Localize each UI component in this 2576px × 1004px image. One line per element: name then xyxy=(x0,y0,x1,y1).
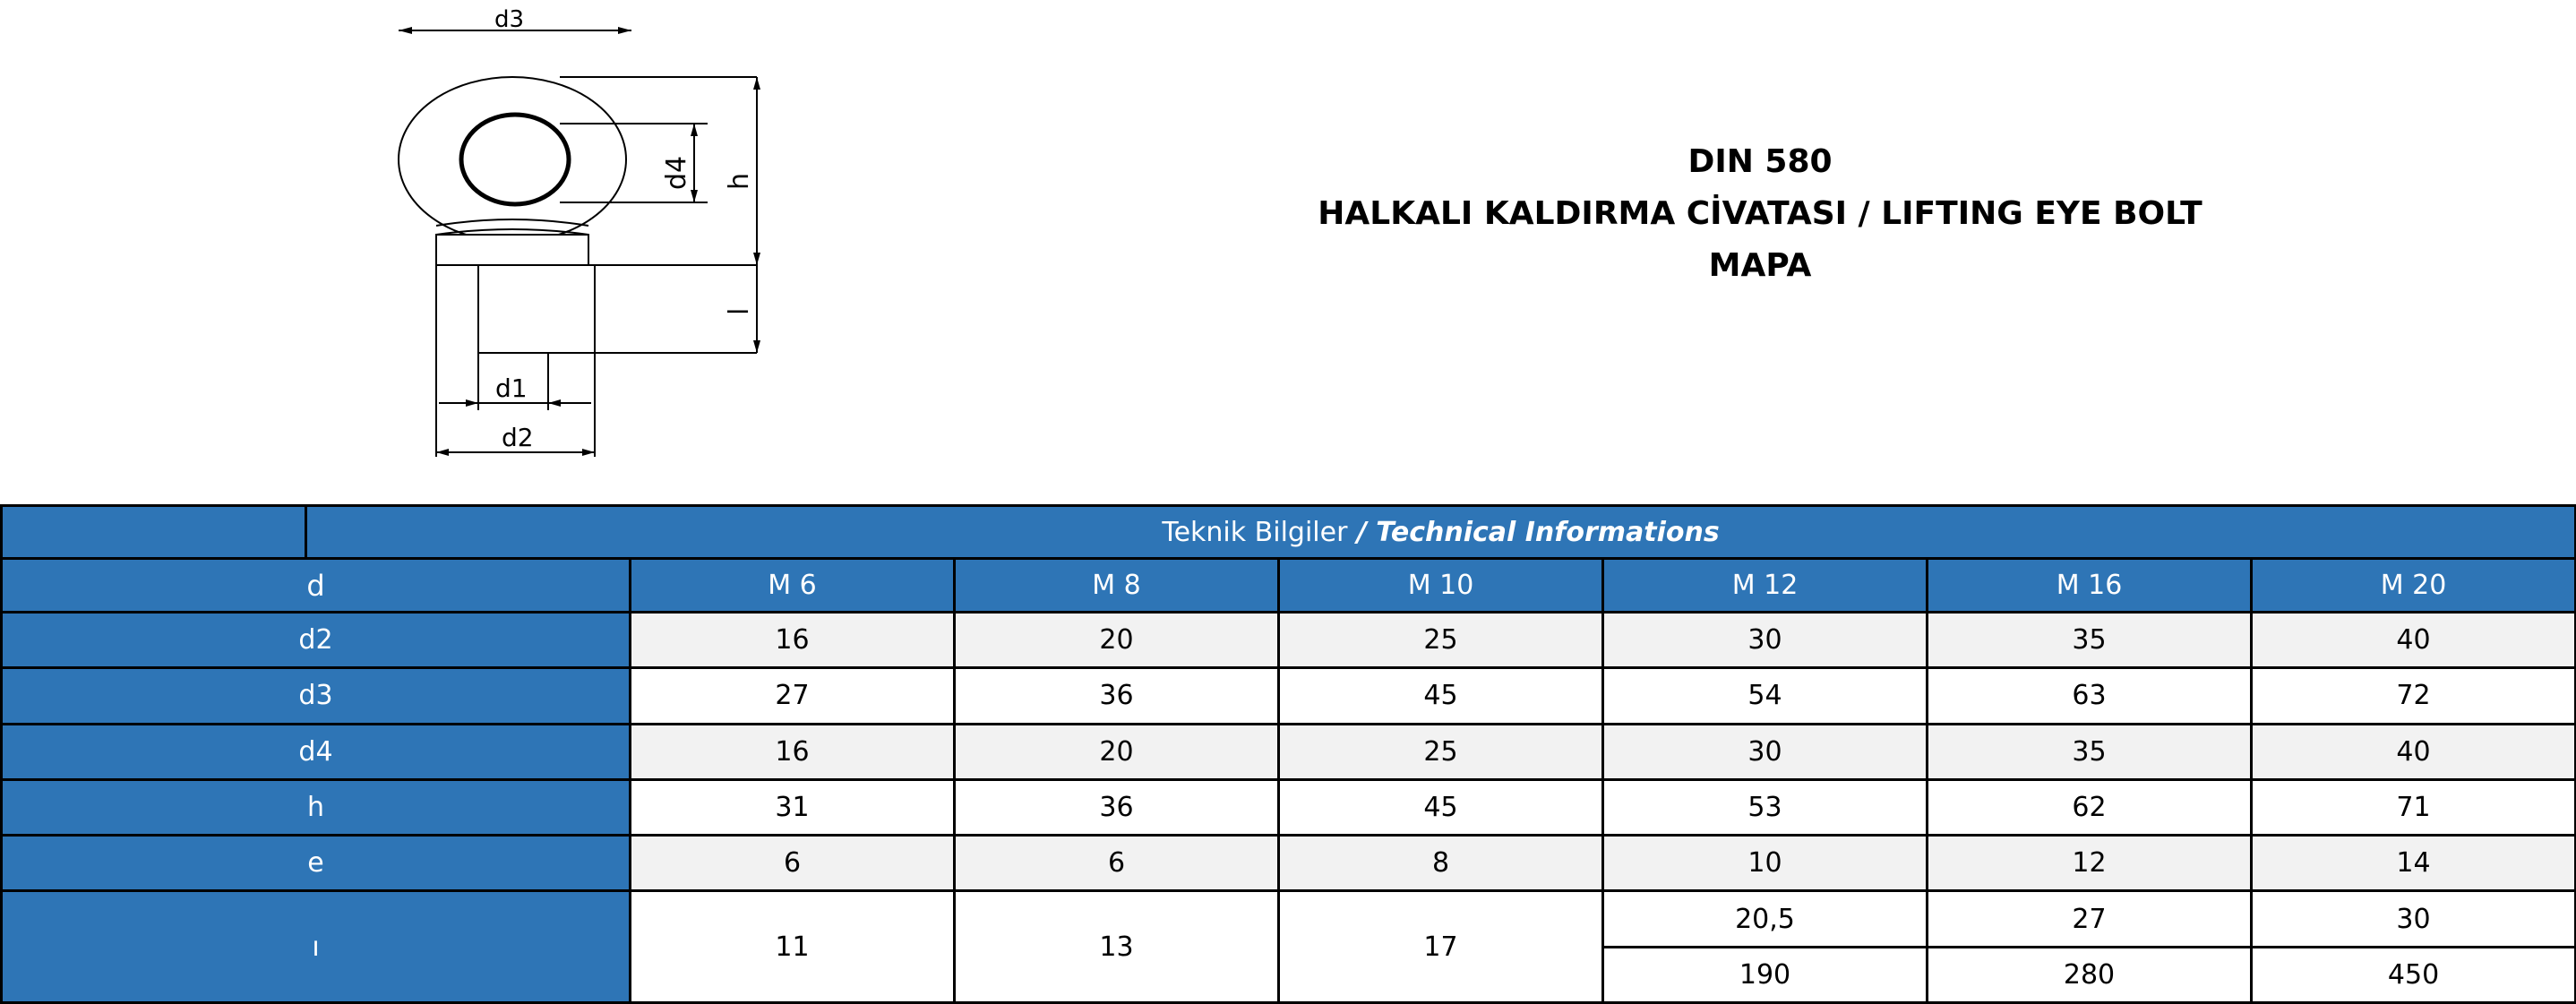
table-cell: 30 xyxy=(1603,613,1928,668)
table-cell: 27 xyxy=(631,668,955,724)
table-cell: 35 xyxy=(1928,724,2252,779)
size-header: M 10 xyxy=(1279,559,1603,613)
table-cell: 16 xyxy=(631,613,955,668)
standard-title: DIN 580 xyxy=(1687,143,1833,180)
size-header: M 16 xyxy=(1928,559,2252,613)
row-label: ı xyxy=(2,891,631,1003)
size-header: M 20 xyxy=(2252,559,2576,613)
table-row xyxy=(2,668,2576,724)
table-cell: 54 xyxy=(1603,668,1928,724)
table-cell: 45 xyxy=(1279,668,1603,724)
table-cell: 25 xyxy=(1279,724,1603,779)
table-cell: 45 xyxy=(1279,779,1603,835)
table-cell: 40 xyxy=(2252,724,2576,779)
table-cell: 450 xyxy=(2252,947,2576,1002)
row-label: d4 xyxy=(2,724,631,779)
size-header: M 12 xyxy=(1603,559,1928,613)
table-cell: 190 xyxy=(1603,947,1928,1002)
d3-label: d3 xyxy=(494,6,525,33)
header-d: d xyxy=(2,559,631,613)
table-cell: 20,5 xyxy=(1603,891,1928,947)
table-cell: 12 xyxy=(1928,836,2252,891)
h-label: h xyxy=(724,172,755,190)
table-cell: 16 xyxy=(631,724,955,779)
table-cell: 62 xyxy=(1928,779,2252,835)
row-label: d3 xyxy=(2,668,631,724)
table-cell: 31 xyxy=(631,779,955,835)
d4-label: d4 xyxy=(661,155,692,190)
table-caption: Teknik Bilgiler / Technical Informations xyxy=(306,506,2576,559)
table-cell: 13 xyxy=(955,891,1279,1003)
d1-label: d1 xyxy=(495,373,528,403)
table-cell: 20 xyxy=(955,724,1279,779)
table-cell: 6 xyxy=(955,836,1279,891)
row-label: h xyxy=(2,779,631,835)
row-label: d2 xyxy=(2,613,631,668)
row-label: e xyxy=(2,836,631,891)
eye-bolt-drawing xyxy=(376,0,788,470)
d2-label: d2 xyxy=(502,423,534,452)
table-row xyxy=(2,891,2576,947)
table-cell: 10 xyxy=(1603,836,1928,891)
table-row xyxy=(2,779,2576,835)
eye-outer-ring xyxy=(399,77,626,242)
table-cell: 25 xyxy=(1279,613,1603,668)
collar xyxy=(436,235,588,265)
table-row xyxy=(2,613,2576,668)
table-row xyxy=(2,724,2576,779)
table-cell: 11 xyxy=(631,891,955,1003)
table-cell: 6 xyxy=(631,836,955,891)
table-row xyxy=(2,836,2576,891)
table-cell: 8 xyxy=(1279,836,1603,891)
l-label: l xyxy=(724,307,755,315)
collar-curve xyxy=(436,219,588,226)
table-cell: 36 xyxy=(955,668,1279,724)
product-subtitle: MAPA xyxy=(1708,247,1812,284)
table-cell: 36 xyxy=(955,779,1279,835)
title-block xyxy=(1308,136,2212,292)
table-cell: 20 xyxy=(955,613,1279,668)
table-cell: 72 xyxy=(2252,668,2576,724)
table-cell: 63 xyxy=(1928,668,2252,724)
technical-specs-table xyxy=(0,504,2576,1004)
shank xyxy=(478,265,595,353)
table-cell: 280 xyxy=(1928,947,2252,1002)
table-cell: 53 xyxy=(1603,779,1928,835)
product-title: HALKALI KALDIRMA CİVATASI / LIFTING EYE BOLT xyxy=(1318,195,2202,232)
table-cell: 27 xyxy=(1928,891,2252,947)
table-cell: 14 xyxy=(2252,836,2576,891)
corner-cell xyxy=(2,506,306,559)
table-cell: 35 xyxy=(1928,613,2252,668)
table-cell: 30 xyxy=(2252,891,2576,947)
table-cell: 30 xyxy=(1603,724,1928,779)
eye-hole xyxy=(461,115,569,204)
size-header: M 6 xyxy=(631,559,955,613)
size-header: M 8 xyxy=(955,559,1279,613)
table-cell: 17 xyxy=(1279,891,1603,1003)
table-cell: 40 xyxy=(2252,613,2576,668)
table-cell: 71 xyxy=(2252,779,2576,835)
